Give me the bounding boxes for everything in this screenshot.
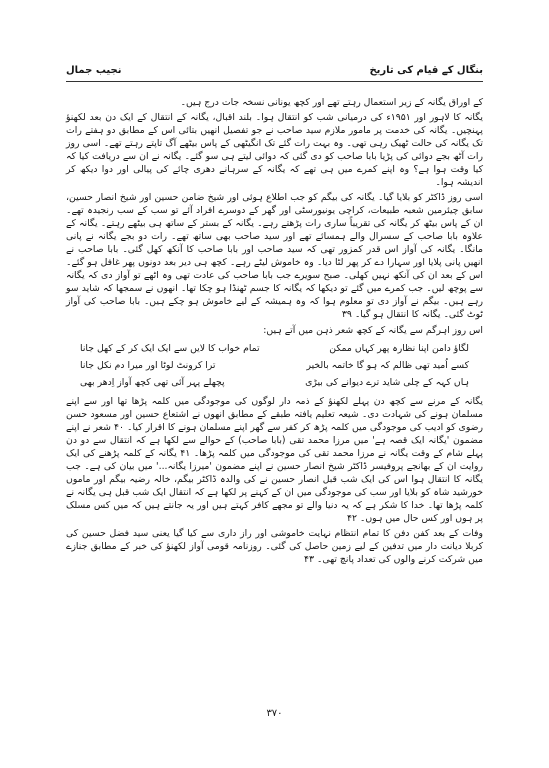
verse-row	[66, 374, 483, 391]
verse-line: ہاں کہہ کے چلی شاید ترے دیوانے کی بیڑی	[305, 377, 469, 388]
page-number: ۳۷۰	[266, 708, 283, 719]
paragraph: یگانہ کا لاہور اور ۱۹۵۱ء کی درمیانی شب کو انتقال ہوا۔ بلند اقبال، یگانہ کے انتقال کے ایک دن بعد لکھنؤ پہنچیں۔ یگانہ کی خدمت پر مامور ملازم سید صاحب نے جو تفصیل انھیں بتائی اس کے مطابق دو ہفتے رات تک یگانہ کی حالت ٹھیک رہی تھی۔ وہ بہت رات گئے تک انگیٹھی کے پاس بیٹھے آگ تاپتے رہتے تھے۔ اسی روز رات آٹھ بجے دوائی کی پڑیا بابا صاحب کو دی گئی کہ دوائی لیتے ہی سو گئے۔ یگانہ نے ان سے دریافت کیا کہ کیا وقت ہوا ہے؟ وہ اپنے کمرے میں ہی تھے کہ یگانہ کے سرہانے دھری چائے کی پیالی اور دوا دیکھ کر اندیشہ ہوا۔	[66, 112, 483, 188]
paragraph: اسی روز ڈاکٹر کو بلایا گیا۔ یگانہ کی بیگم کو جب اطلاع ہوئی اور شیخ ضامن حسین اور شیخ انصار حسین، سابق چیئرمین شعبہ طبیعات، کراچی یونیورسٹی اور گھر کے دوسرے افراد آئے تو سب کے سب رنجیدہ تھے۔ ان کے پاس بیٹھ کر یگانہ کی تقریباً ساری رات پڑھتے رہے۔ یگانہ کے بستر کے ساتھ ہی بیٹھے رہتے۔ یگانہ کے علاوہ بابا صاحب کے سسرال والے ہمسائے تھے اور سید صاحب بھی ساتھ تھے۔ رات دو بجے یگانہ نے پانی مانگا۔ یگانہ کی آواز اس قدر کمزور تھی کہ سید صاحب اور بابا صاحب کا آنکھ کھل گئی۔ بابا صاحب نے انھیں پانی پلایا اور سہارا دے کر پھر لٹا دیا۔ وہ خاموش لیٹے رہے۔ کچھ ہی دیر بعد دونوں پھر غافل ہو گئے۔ اس کے بعد ان کی آنکھ نہیں کھلی۔ صبح سویرے جب بابا صاحب کی عادت تھی وہ اٹھے تو آواز دی کہ یگانہ سے پوچھ لیں۔ جب کمرے میں گئے تو دیکھا کہ یگانہ کا جسم ٹھنڈا ہو چکا تھا۔ انھوں نے سمجھا کہ شاید سو رہے ہیں۔ بیگم نے آواز دی تو معلوم ہوا کہ وہ ہمیشہ کے لیے خاموش ہو چکے ہیں۔ بابا صاحب کی آواز ٹوٹ گئی۔ یگانہ کا انتقال ہو گیا۔ ۳۹	[66, 192, 483, 320]
verse-line: تمام خواب کا لایں سے ایک ایک کر کے کھل جانا	[80, 343, 260, 354]
paragraph: وفات کے بعد کفن دفن کا تمام انتظام نہایت خاموشی اور راز داری سے کیا گیا یعنی سید فضل حسین کی کربلا دیانت دار میں تدفین کے لیے زمین حاصل کی گئی۔ روزنامہ قومی آواز لکھنؤ کی خبر کے مطابق جنازے میں شرکت کرنے والوں کی تعداد پانچ تھی۔ ۴۳	[66, 528, 483, 565]
verse-line: پچھلے پہر آئی تھی کچھ آواز اِدھر بھی	[80, 377, 225, 388]
verse-row	[66, 357, 483, 374]
paragraph: کے اوراق یگانہ کے زیر استعمال رہتے تھے اور کچھ یونانی نسخہ جات درج ہیں۔	[180, 97, 483, 108]
header-rule	[66, 81, 483, 82]
author-name: نجیب جمال	[66, 64, 122, 76]
verse-row	[66, 340, 483, 357]
verse-table	[66, 340, 483, 391]
book-title: بنگال کے قیام کی تاریخ	[369, 64, 483, 76]
verse-line: ترا کرونٹ لوٹا اور میرا دم نکل جانا	[80, 360, 216, 371]
verse-line: کسے اُمید تھی ظالم کہ ہو گا خاتمہ بالخیر	[306, 360, 469, 371]
paragraph: یگانہ کے مرنے سے کچھ دن پہلے لکھنؤ کے ذمہ دار لوگوں کی موجودگی میں کلمہ پڑھا تھا اور سے اپنے مسلمان ہونے کی شہادت دی۔ شیعہ تعلیم یافتہ طبقے کے مطابق انھوں نے اشتعاع حسین اور مسعود حسن رضوی کو ادیب کی موجودگی میں کلمہ پڑھ کر کفر سے گھر اپنے مسلمان ہونے کا اقرار کیا۔ ۴۰ شعر نے اپنے مضمون 'یگانہ ایک قصہ ہے' میں مرزا محمد تقی (بابا صاحب) کے حوالے سے لکھا ہے کہ انتقال سے دو دن پہلے شام کے وقت یگانہ نے مرزا محمد تقی کی موجودگی میں کلمہ پڑھا۔ ۴۱ یگانہ کے کلمہ پڑھنے کی ایک روایت ان کے بھانجے پروفیسر ڈاکٹر شیخ انصار حسین نے اپنے مضمون 'میرزا یگانہ...' میں بیان کی ہے۔ جب یگانہ کا انتقال ہوا اس کی ایک شب قبل انصار حسین نے کی والدہ ڈاکٹر بیگم، خالہ رضیہ بیگم اور ماموں خورشید شاہ کو بلایا اور سب کی موجودگی میں ان کے کہنے پر لکھا ہے کہ انتقال ایک شب قبل ہی یگانہ نے کلمہ پڑھا تھا۔ خدا کا شکر ہے کہ یہ دنیا والے تو مجھے کافر کہتے ہیں اور یہ جانتے ہیں کہ میں کس مسلک پر ہوں اور کس حال میں ہوں۔ ۴۲	[66, 396, 484, 524]
running-header	[66, 62, 483, 78]
page-body	[66, 96, 483, 568]
verse-line: لگاؤ دامن اپنا نظارہ پھر کہاں ممکن	[329, 343, 469, 354]
verse-intro: اس روز اہرگم سے یگانہ کے کچھ شعر ذہن میں آتے ہیں:	[263, 325, 483, 336]
